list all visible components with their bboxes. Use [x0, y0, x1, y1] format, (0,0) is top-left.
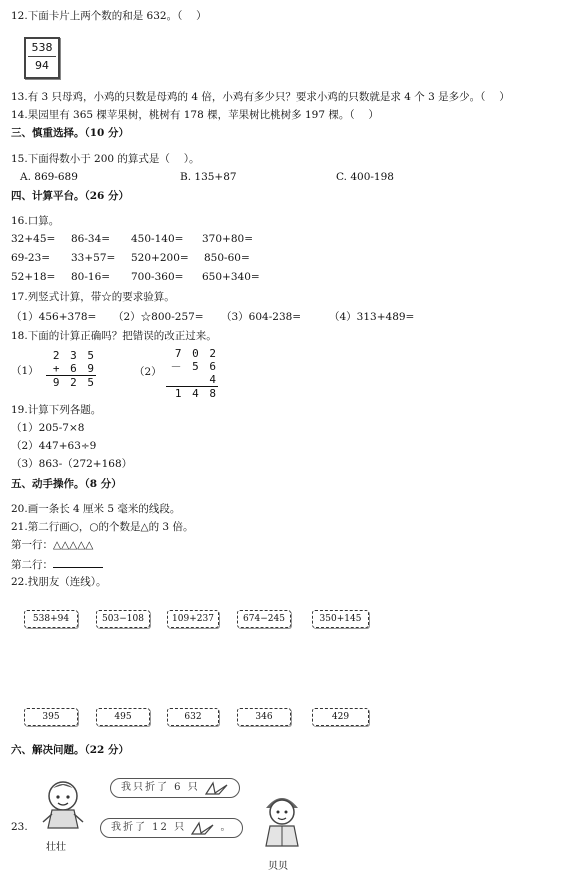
q15-text: 15.下面得数小于 200 的算式是（ ）。 [11, 153, 200, 165]
q17-item-2: （2）☆800-257= [113, 311, 204, 323]
calc1-line-1: 2 3 5 [52, 349, 96, 362]
match-result-5[interactable]: 429 [312, 708, 369, 726]
oral-item: 370+80= [202, 233, 253, 245]
match-result-1[interactable]: 395 [24, 708, 78, 726]
oral-item: 700-360= [131, 271, 184, 283]
bubble-1-text: 我只折了 6 只 [121, 782, 200, 793]
speech-bubble-2 [100, 818, 243, 838]
kid-name-1: 壮壮 [46, 842, 66, 853]
q13-text: 13.有 3 只母鸡，小鸡的只数是母鸡的 4 倍，小鸡有多少只？要求小鸡的只数就是求 4 个 3 是多少。（ ） [11, 91, 510, 103]
q18-label-2: （2） [134, 366, 162, 378]
q20-text: 20.画一条长 4 厘米 5 毫米的线段。 [11, 503, 181, 515]
q19-text: 19.计算下列各题。 [11, 404, 102, 416]
number-card [24, 37, 60, 79]
oral-item: 520+200= [131, 252, 189, 264]
q14-text: 14.果园里有 365 棵苹果树，桃树有 178 棵，苹果树比桃树多 197 棵。（ ） [11, 109, 379, 121]
oral-item: 650+340= [202, 271, 260, 283]
card-bottom-number: 94 [35, 59, 49, 72]
calc2-line-2: － 5 6 4 [170, 360, 218, 386]
q21-row-2 [11, 557, 103, 572]
calc2-result: 1 4 8 [166, 386, 218, 400]
oral-item: 450-140= [131, 233, 184, 245]
q19-item-2: （2）447+63÷9 [11, 440, 97, 452]
bubble-2-period: 。 [220, 822, 233, 833]
q16-text: 16.口算。 [11, 215, 60, 227]
oral-item: 33+57= [71, 252, 116, 264]
q17-text: 17.列竖式计算，带☆的要求验算。 [11, 291, 175, 303]
match-result-3[interactable]: 632 [167, 708, 219, 726]
match-result-4[interactable]: 346 [237, 708, 291, 726]
paper-crane-icon [191, 821, 215, 835]
answer-blank[interactable] [53, 557, 103, 568]
oral-item: 86-34= [71, 233, 111, 245]
match-result-2[interactable]: 495 [96, 708, 150, 726]
q15-option-a: A. 869-689 [20, 171, 78, 183]
q22-text: 22.找朋友（连线）。 [11, 576, 107, 588]
q18-label-1: （1） [11, 365, 39, 377]
vertical-calc-1 [46, 349, 96, 389]
q19-item-3: （3）863-（272+168） [11, 458, 133, 470]
q21-row-1: 第一行：△△△△△ [11, 539, 94, 551]
q15-option-b: B. 135+87 [180, 171, 237, 183]
q17-item-4: （4）313+489= [329, 311, 415, 323]
speech-bubble-1 [110, 778, 240, 798]
section-3-title: 三、慎重选择。（10 分） [11, 127, 130, 139]
q17-item-1: （1）456+378= [11, 311, 97, 323]
q15-option-c: C. 400-198 [336, 171, 394, 183]
paper-crane-icon [205, 781, 229, 795]
q12-text: 12.下面卡片上两个数的和是 632。（ ） [11, 10, 207, 22]
oral-item: 52+18= [11, 271, 56, 283]
match-expression-4[interactable]: 674−245 [237, 610, 291, 628]
oral-item: 850-60= [204, 252, 250, 264]
calc2-line-1: 7 0 2 [174, 347, 218, 360]
calc1-line-2: + 6 9 [52, 362, 96, 375]
girl-beibei-illustration [258, 790, 306, 854]
match-expression-2[interactable]: 503−108 [96, 610, 150, 628]
match-expression-3[interactable]: 109+237 [167, 610, 219, 628]
calc1-result: 9 2 5 [46, 375, 96, 389]
boy-zhuangzhuang-illustration [38, 776, 88, 838]
q18-text: 18.下面的计算正确吗？把错误的改正过来。 [11, 330, 217, 342]
section-6-title: 六、解决问题。（22 分） [11, 744, 130, 756]
vertical-calc-2 [166, 347, 218, 400]
q19-item-1: （1）205-7×8 [11, 422, 85, 434]
kid-name-2: 贝贝 [268, 861, 288, 872]
q23-number: 23. [11, 821, 28, 833]
q21-row-2-label: 第二行： [11, 559, 53, 571]
q21-text: 21.第二行画○，○的个数是△的 3 倍。 [11, 521, 194, 533]
section-4-title: 四、计算平台。（26 分） [11, 190, 130, 202]
match-expression-1[interactable]: 538+94 [24, 610, 78, 628]
card-top-number: 538 [31, 41, 53, 54]
bubble-2-text: 我折了 12 只 [111, 822, 187, 833]
match-expression-5[interactable]: 350+145 [312, 610, 369, 628]
oral-item: 32+45= [11, 233, 56, 245]
q17-item-3: （3）604-238= [221, 311, 302, 323]
section-5-title: 五、动手操作。（8 分） [11, 478, 122, 490]
oral-item: 80-16= [71, 271, 111, 283]
oral-item: 69-23= [11, 252, 51, 264]
